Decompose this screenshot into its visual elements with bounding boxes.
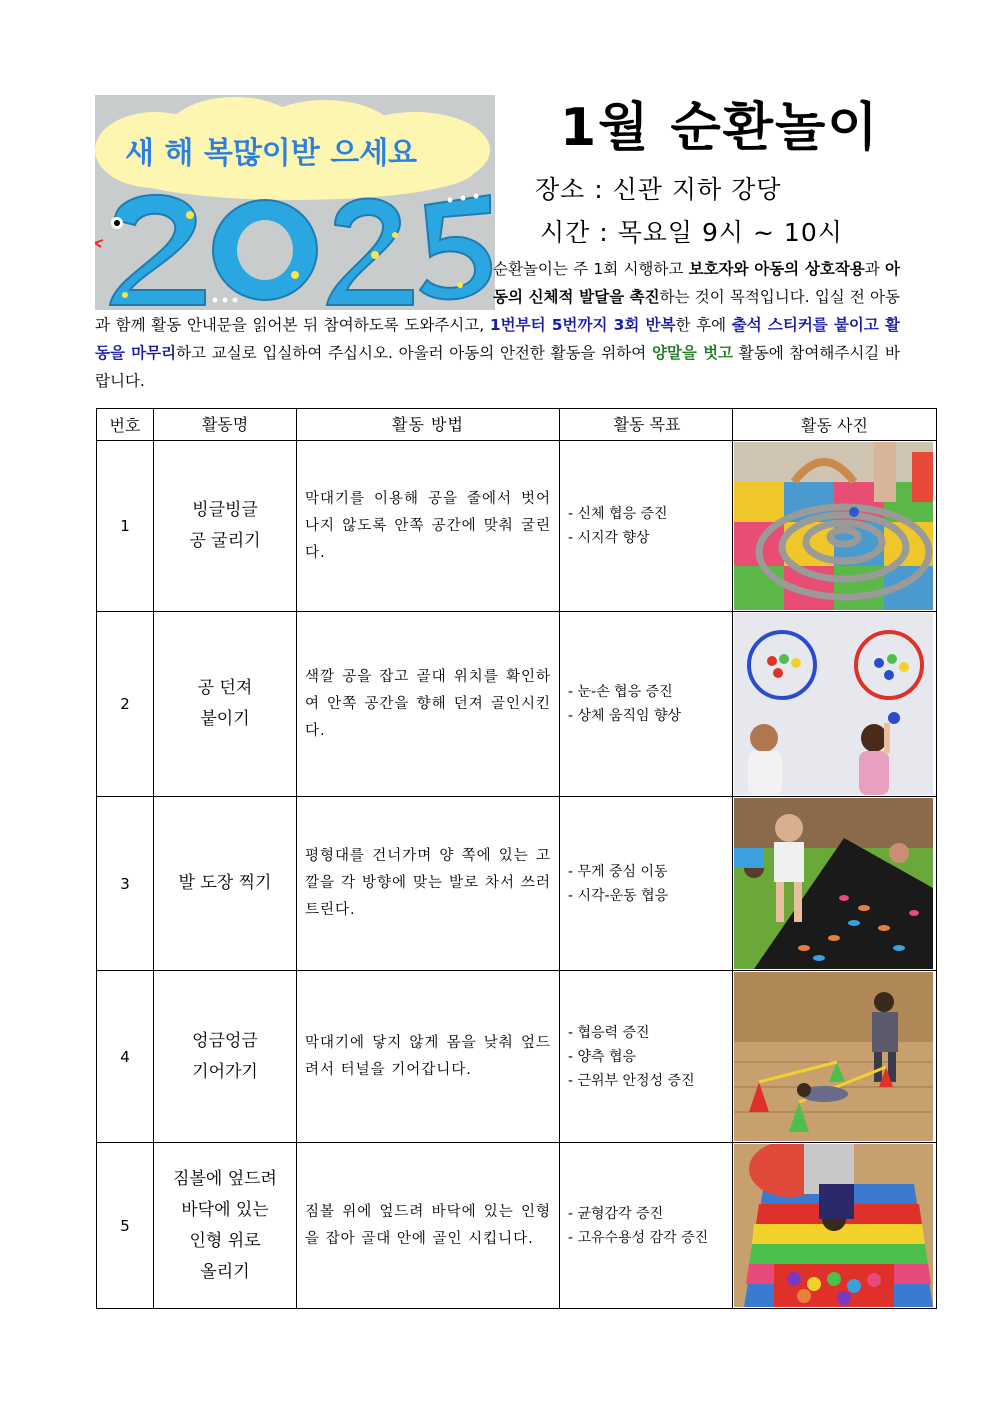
activity-name-line: 올리기	[200, 1261, 250, 1282]
header-number: 번호	[97, 409, 154, 441]
intro-text: 활동에 참여해주시길 바랍니다.	[95, 344, 900, 390]
header-method: 활동 방법	[297, 409, 560, 441]
activity-name-line: 기어가기	[192, 1061, 258, 1082]
row-number: 4	[97, 971, 154, 1143]
activity-method: 짐볼 위에 엎드려 바닥에 있는 인형을 잡아 골대 안에 골인 시킵니다.	[297, 1143, 560, 1309]
intro-text: 하는 것이 목적입니다. 입실 전 아동과 함께 활동 안내문을 읽어본 뒤 참여하도록 도와주시고,	[95, 288, 901, 334]
intro-text: 과	[864, 260, 886, 278]
activity-name	[154, 441, 297, 612]
goal-item: - 고유수용성 감각 증진	[568, 1229, 709, 1246]
activity-name	[154, 612, 297, 797]
activity-goals	[560, 441, 733, 612]
intro-emphasis-blue: 출석 스티커를 붙이고 활동을 마무리	[95, 316, 900, 362]
goal-item: - 눈-손 협응 증진	[568, 684, 673, 700]
place-text: 장소 : 신관 지하 강당	[535, 175, 782, 204]
activity-photo	[734, 613, 933, 795]
table-row	[97, 441, 937, 612]
activity-photo-cell	[733, 1143, 937, 1309]
activity-photo-cell	[733, 441, 937, 612]
goal-item: - 시지각 향상	[568, 530, 650, 546]
activity-goals	[560, 971, 733, 1143]
activity-photo	[734, 442, 933, 610]
activity-goals	[560, 1143, 733, 1309]
activity-photo	[734, 1144, 933, 1307]
table-header-row	[97, 409, 937, 441]
activity-photo	[734, 972, 933, 1141]
banner-greeting: 새 해 복많이받 으세요	[125, 136, 418, 171]
goal-item: - 균형감각 증진	[568, 1205, 664, 1222]
table-row	[97, 612, 937, 797]
intro-emphasis: 보호자와 아동의 상호작용	[688, 260, 865, 278]
table-row	[97, 797, 937, 971]
activity-method: 평형대를 건너가며 양 쪽에 있는 고깔을 각 방향에 맞는 발로 차서 쓰러트린다.	[297, 797, 560, 971]
activity-goals	[560, 612, 733, 797]
activity-name	[154, 1143, 297, 1309]
activity-name-line: 공 굴리기	[189, 531, 261, 551]
activity-name-line: 발 도장 찍기	[178, 873, 272, 893]
time-text: 시간 : 목요일 9시 ~ 10시	[540, 218, 843, 247]
activity-name-line: 짐볼에 엎드려	[173, 1168, 277, 1189]
goal-item: - 시각-운동 협응	[568, 887, 669, 904]
activity-photo-cell	[733, 612, 937, 797]
intro-emphasis-green: 양말을 벗고	[651, 344, 734, 362]
page-title: 1월 순환놀이	[560, 98, 880, 158]
activity-name	[154, 797, 297, 971]
activity-method: 막대기를 이용해 공을 줄에서 벗어나지 않도록 안쪽 공간에 맞춰 굴린다.	[297, 441, 560, 612]
activity-photo-cell	[733, 971, 937, 1143]
goal-item: - 신체 협응 증진	[568, 506, 668, 522]
intro-emphasis-blue: 1번부터 5번까지 3회 반복	[489, 316, 676, 334]
goal-item: - 상체 움직임 향상	[568, 708, 682, 724]
header-activity-name: 활동명	[154, 409, 297, 441]
activity-name-line: 바닥에 있는	[181, 1199, 269, 1220]
intro-emphasis: 아동의 신체적 발달을 촉진	[493, 260, 900, 306]
intro-text: 하고 교실로 입실하여 주십시오. 아울러 아동의 안전한 활동을 위하여	[176, 344, 652, 362]
activity-table	[96, 408, 937, 1309]
header-photo: 활동 사진	[733, 409, 937, 441]
activity-name-line: 엉금엉금	[192, 1030, 258, 1051]
activity-name-line: 붙이기	[200, 709, 250, 729]
row-number: 5	[97, 1143, 154, 1309]
goal-item: - 양측 협응	[568, 1048, 637, 1065]
activity-name-line: 인형 위로	[189, 1230, 261, 1251]
intro-text: 순환놀이는 주 1회 시행하고	[493, 260, 689, 278]
activity-method: 막대기에 닿지 않게 몸을 낮춰 엎드려서 터널을 기어갑니다.	[297, 971, 560, 1143]
row-number: 2	[97, 612, 154, 797]
table-row	[97, 971, 937, 1143]
activity-photo-cell	[733, 797, 937, 971]
goal-item: - 무게 중심 이동	[568, 863, 668, 880]
intro-text: 한 후에	[675, 316, 732, 334]
row-number: 3	[97, 797, 154, 971]
activity-photo	[734, 798, 933, 969]
intro-paragraph	[95, 255, 900, 395]
header-goal: 활동 목표	[560, 409, 733, 441]
activity-method: 색깔 공을 잡고 골대 위치를 확인하여 안쪽 공간을 향해 던져 골인시킨다.	[297, 612, 560, 797]
row-number: 1	[97, 441, 154, 612]
activity-name-line: 공 던져	[197, 678, 253, 698]
activity-name-line: 빙글빙글	[192, 500, 258, 520]
table-row	[97, 1143, 937, 1309]
activity-goals	[560, 797, 733, 971]
goal-item: - 근위부 안정성 증진	[568, 1072, 695, 1089]
activity-name	[154, 971, 297, 1143]
goal-item: - 협응력 증진	[568, 1024, 650, 1041]
